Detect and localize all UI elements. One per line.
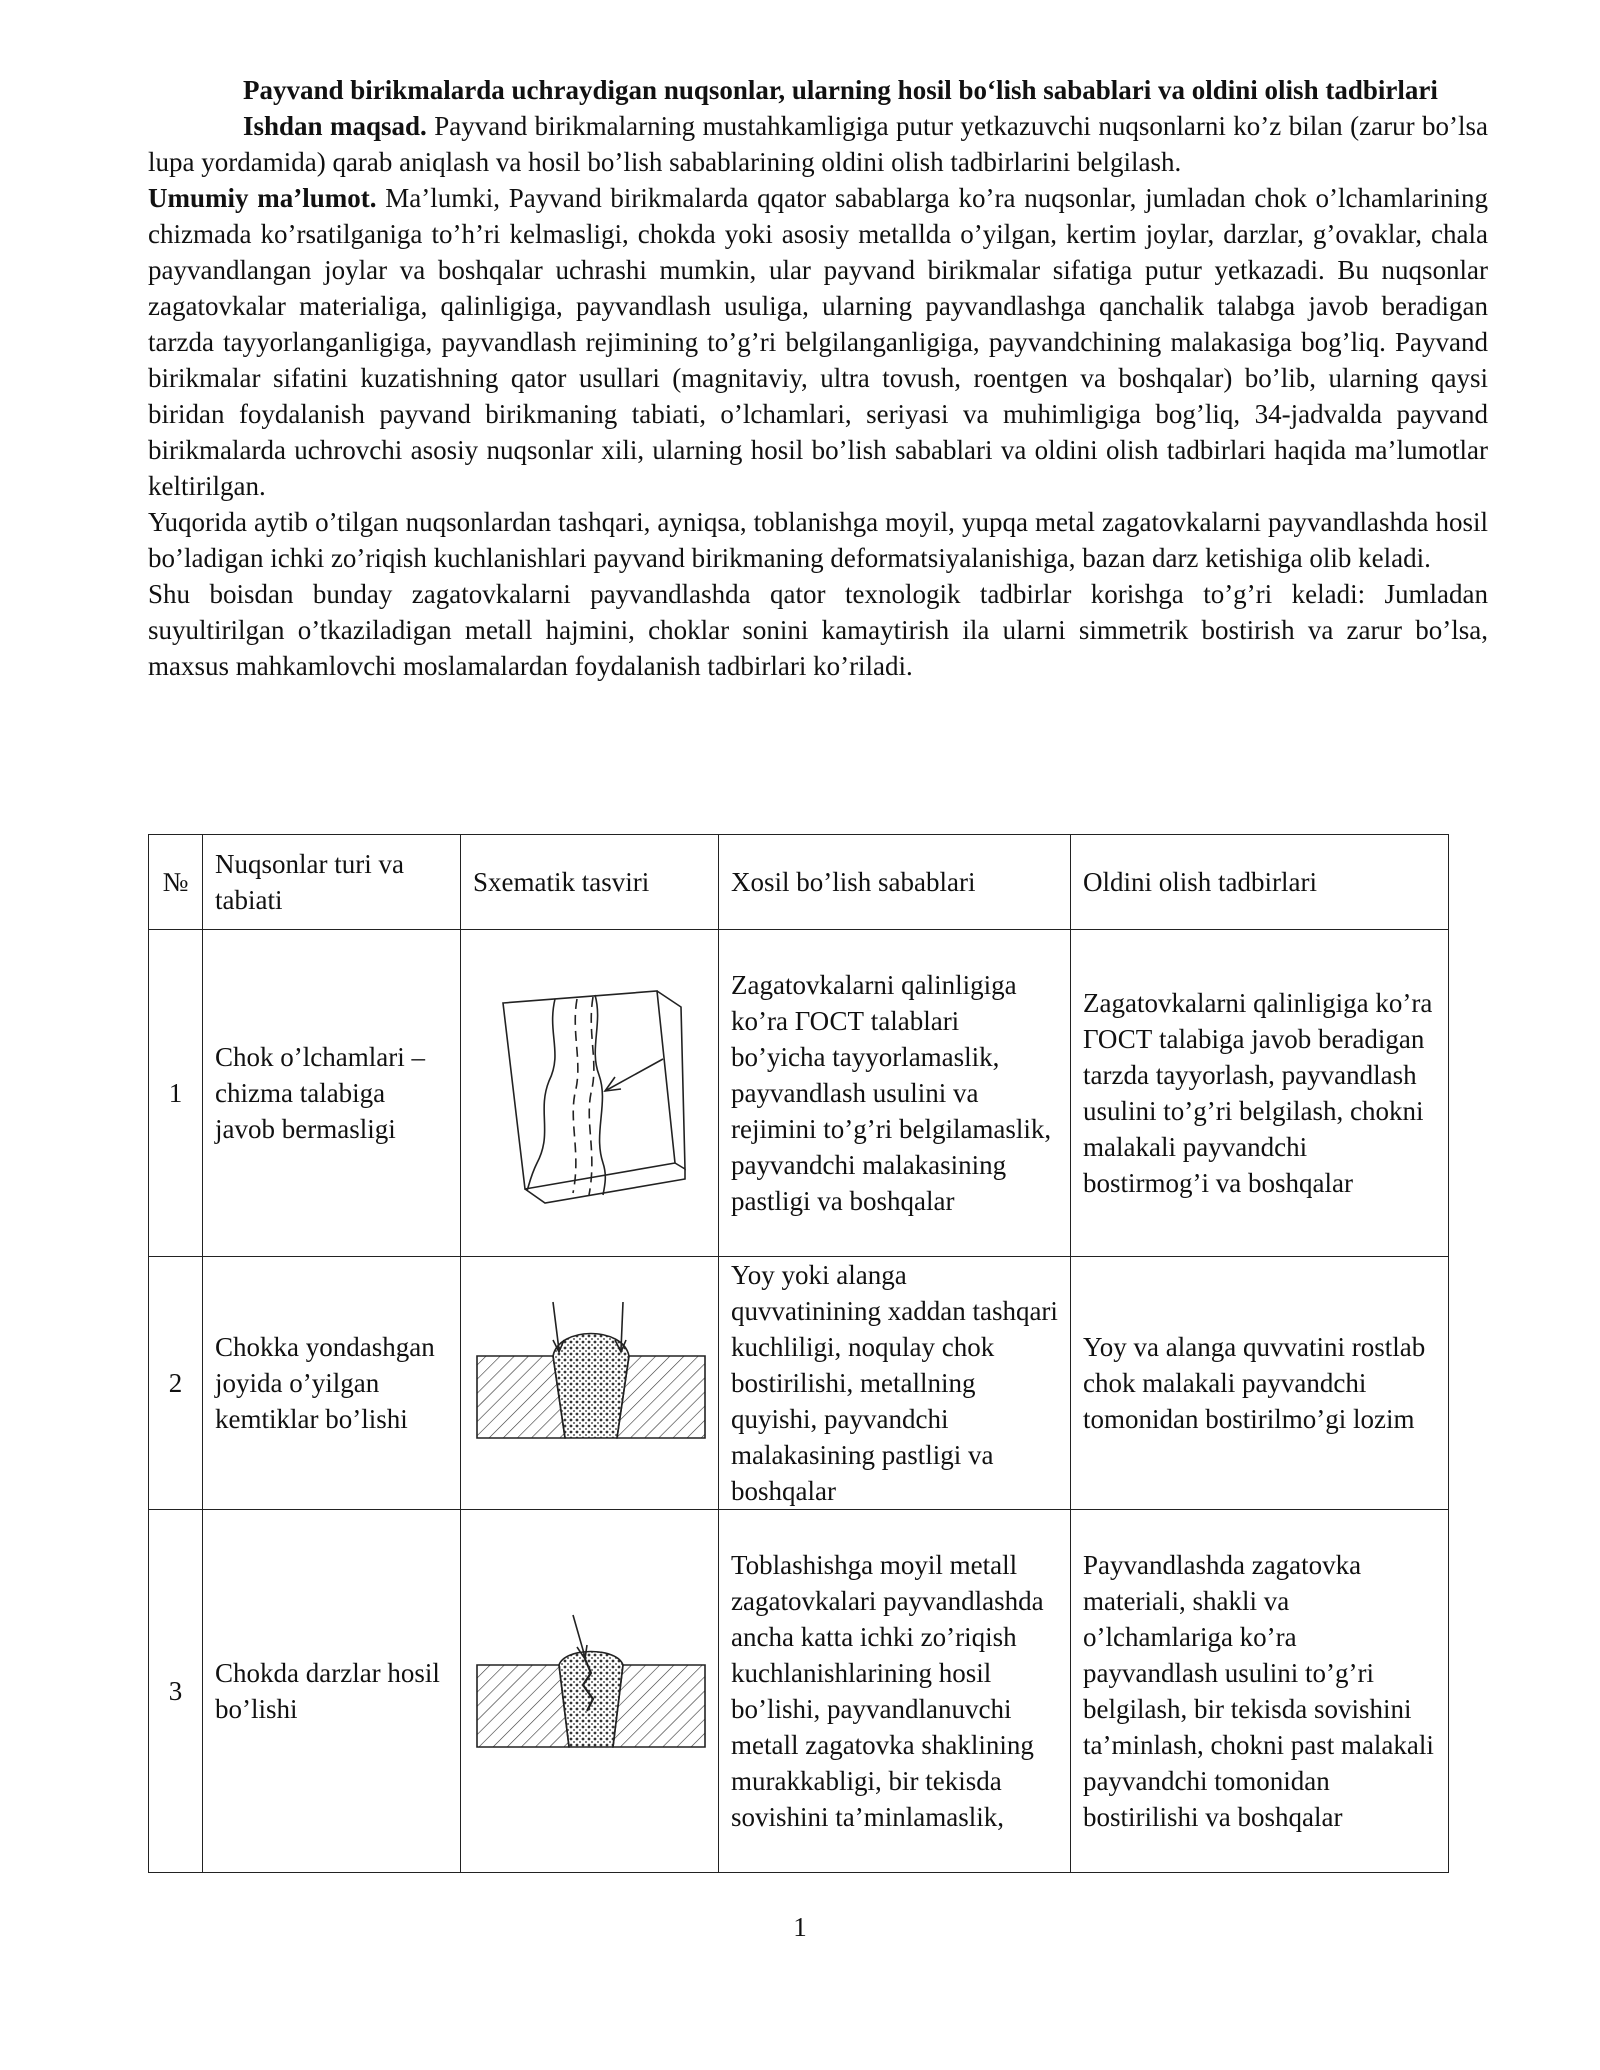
document-body — [148, 72, 1488, 684]
purpose-label: Ishdan maqsad. — [243, 111, 427, 141]
header-prevention: Oldini olish tadbirlari — [1071, 835, 1449, 930]
general-label: Umumiy ma’lumot. — [148, 183, 377, 213]
defects-table — [148, 834, 1449, 1873]
header-cause: Xosil bo’lish sabablari — [719, 835, 1071, 930]
paragraph-3: Yuqorida aytib o’tilgan nuqsonlardan tashqari, ayniqsa, toblanishga moyil, yupqa metal zagatovkalarni payvandlashda hosil bo’ladigan ichki zo’riqish kuchlanishlari payvand birikmaning deformatsiyalanishiga, bazan darz ketishiga olib keladi. — [148, 507, 1488, 573]
weld-size-defect-drawing — [485, 963, 695, 1223]
document-title: Payvand birikmalarda uchraydigan nuqsonlar, ularning hosil bo‘lish sabablari va oldini olish tadbirlari — [243, 75, 1438, 105]
table-row — [149, 930, 1449, 1257]
row-prevention: Payvandlashda zagatovka materiali, shakli va o’lchamlariga ko’ra payvandlash usulini to’g’ri belgilash, bir tekisda sovishini ta’minlash, chokni past malakali payvandchi tomonidan bostirilishi va boshqalar — [1071, 1510, 1449, 1873]
row-cause: Toblashishga moyil metall zagatovkalari payvandlashda ancha katta ichki zo’riqish kuchlanishlarining hosil bo’lishi, payvandlanuvchi metall zagatovka shaklining murakkabligi, bir tekisda sovishini ta’minlamaslik, — [719, 1510, 1071, 1873]
general-paragraph — [148, 180, 1488, 504]
undercut-defect-drawing — [473, 1298, 709, 1468]
purpose-paragraph — [148, 108, 1488, 180]
header-num: № — [149, 835, 203, 930]
row-type: Chokda darzlar hosil bo’lishi — [203, 1510, 461, 1873]
header-type: Nuqsonlar turi va tabiati — [203, 835, 461, 930]
row-num: 1 — [149, 930, 203, 1257]
schematic-cell — [461, 1510, 719, 1873]
general-text: Ma’lumki, Payvand birikmalarda qqator sabablarga ko’ra nuqsonlar, jumladan chok o’lchamlarining chizmada ko’rsatilganiga to’h’ri kelmasligi, chokda yoki asosiy metallda o’yilgan, kertim joylar, darzlar, g’ovaklar, chala payvandlangan joylar va boshqalar uchrashi mumkin, ular payvand birikmalar sifatiga putur yetkazadi. Bu nuqsonlar zagatovkalar materialiga, qalinligiga, payvandlash usuliga, ularning payvandlashga qanchalik talabga javob beradigan tarzda tayyorlanganligiga, payvandlash rejimining to’g’ri belgilanganligiga, payvandchining malakasiga bog’liq. Payvand birikmalar sifatini kuzatishning qator usullari (magnitaviy, ultra tovush, roentgen va boshqalar) bo’lib, ularning qaysi biridan foydalanish payvand birikmaning tabiati, o’lchamlari, seriyasi va muhimligiga bog’liq, 34-jadvalda payvand birikmalarda uchrovchi asosiy nuqsonlar xili, ularning hosil bo’lish sabablari va oldini olish tadbirlari haqida ma’lumotlar keltirilgan. — [148, 183, 1489, 501]
row-cause: Zagatovkalarni qalinligiga ko’ra ГОСТ talablari bo’yicha tayyorlamaslik, payvandlash usulini va rejimini to’g’ri belgilamaslik, payvandchi malakasining pastligi va boshqalar — [719, 930, 1071, 1257]
row-cause: Yoy yoki alanga quvvatinining xaddan tashqari kuchliligi, noqulay chok bostirilishi, metallning quyishi, payvandchi malakasining pastligi va boshqalar — [719, 1257, 1071, 1510]
paragraph-4: Shu boisdan bunday zagatovkalarni payvandlashda qator texnologik tadbirlar korishga to’g’ri keladi: Jumladan suyultirilgan o’tkaziladigan metall hajmini, choklar sonini kamaytirish ila ularni simmetrik bostirish va zarur bo’lsa, maxsus mahkamlovchi moslamalardan foydalanish tadbirlari ko’riladi. — [148, 579, 1488, 681]
row-prevention: Zagatovkalarni qalinligiga ko’ra ГОСТ talabiga javob beradigan tarzda tayyorlash, payvandlash usulini to’g’ri belgilash, chokni malakali payvandchi bostirmog’i va boshqalar — [1071, 930, 1449, 1257]
table-row — [149, 1510, 1449, 1873]
page-number: 1 — [793, 1912, 807, 1942]
row-num: 3 — [149, 1510, 203, 1873]
schematic-cell — [461, 930, 719, 1257]
row-type: Chokka yondashgan joyida o’yilgan kemtiklar bo’lishi — [203, 1257, 461, 1510]
row-num: 2 — [149, 1257, 203, 1510]
schematic-cell — [461, 1257, 719, 1510]
purpose-text: Payvand birikmalarning mustahkamligiga putur yetkazuvchi nuqsonlarni ko’z bilan (zarur bo’lsa lupa yordamida) qarab aniqlash va hosil bo’lish sabablarining oldini olish tadbirlarini belgilash. — [148, 111, 1488, 177]
table-header-row — [149, 835, 1449, 930]
header-schematic: Sxematik tasviri — [461, 835, 719, 930]
table-row — [149, 1257, 1449, 1510]
row-type: Chok o’lchamlari – chizma talabiga javob bermasligi — [203, 930, 461, 1257]
row-prevention: Yoy va alanga quvvatini rostlab chok malakali payvandchi tomonidan bostirilmo’gi lozim — [1071, 1257, 1449, 1510]
weld-crack-drawing — [473, 1611, 709, 1771]
